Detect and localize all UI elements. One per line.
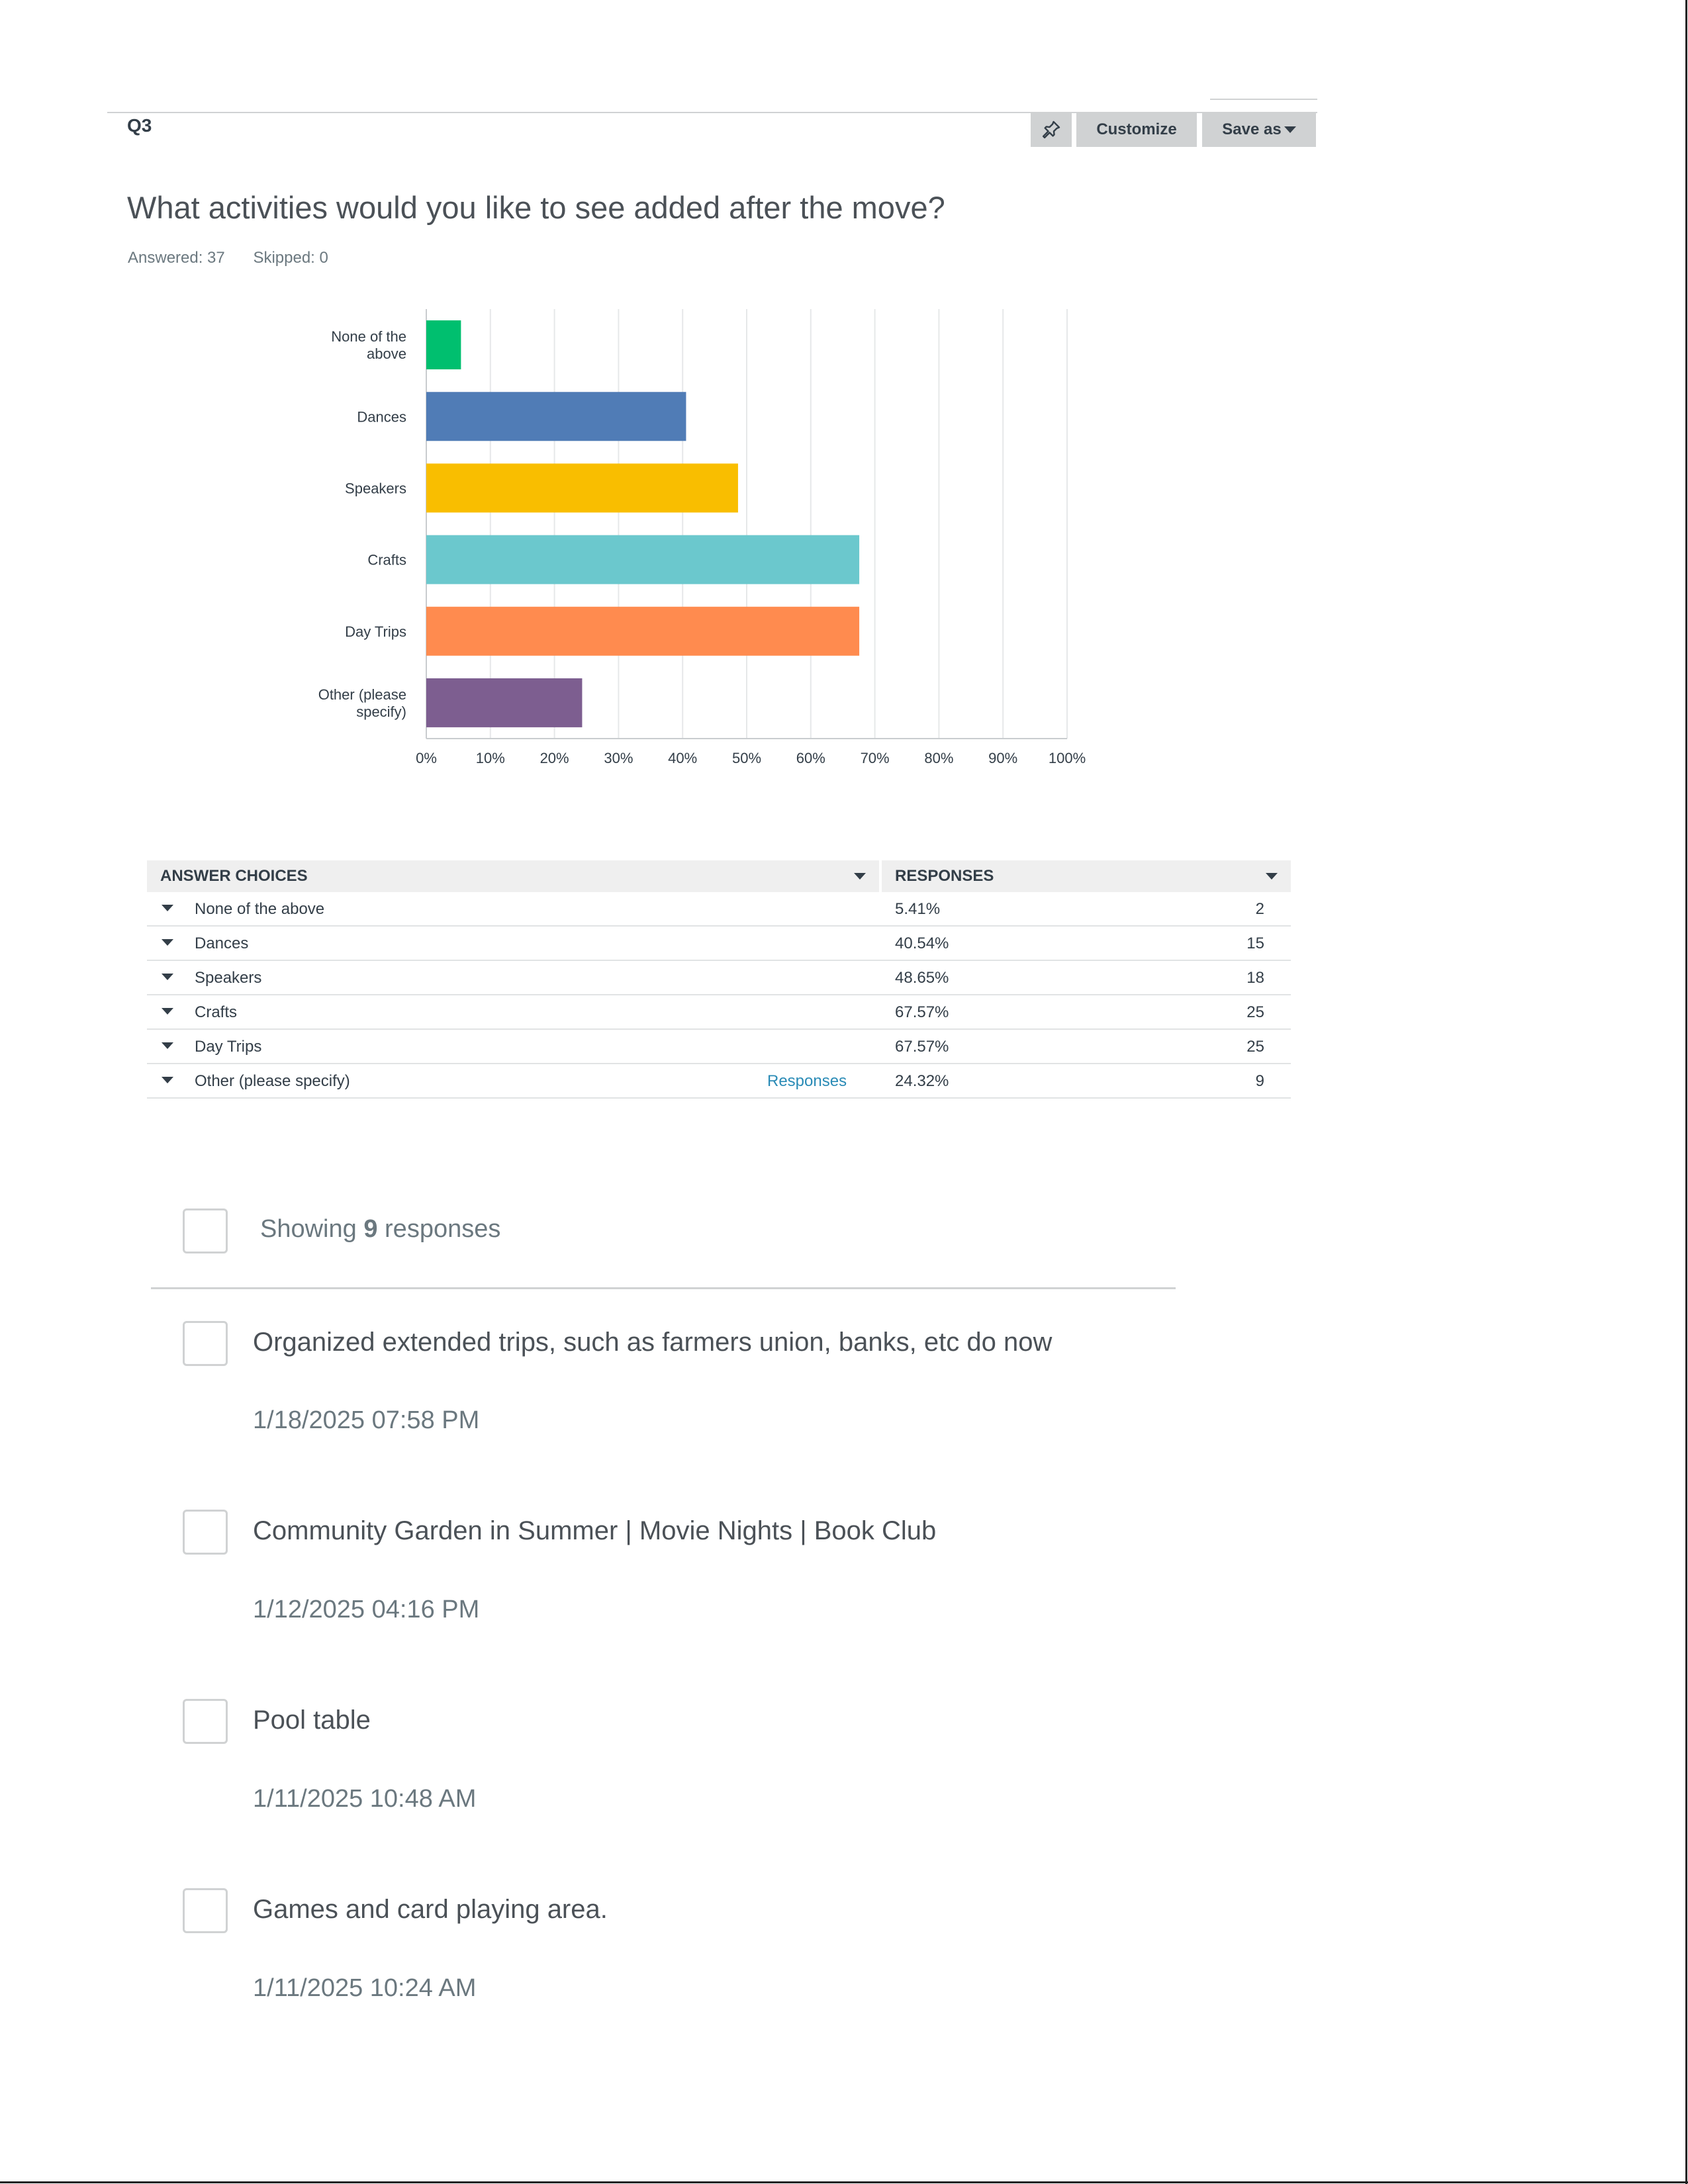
bar <box>426 535 859 584</box>
sort-caret-icon <box>1266 873 1278 880</box>
table-row <box>147 995 1291 1030</box>
x-tick-label: 70% <box>860 750 890 766</box>
expand-caret-icon[interactable] <box>162 905 173 911</box>
category-label: Speakers <box>345 480 406 497</box>
table-row <box>147 961 1291 995</box>
response-text: Organized extended trips, such as farmers union, banks, etc do now <box>253 1328 1053 1357</box>
category-label: Other (please <box>318 686 406 703</box>
category-label: specify) <box>356 703 406 720</box>
response-count: 2 <box>1255 900 1264 918</box>
select-all-checkbox[interactable] <box>183 1208 228 1253</box>
sort-caret-icon <box>854 873 866 880</box>
expand-caret-icon[interactable] <box>162 974 173 980</box>
table-header <box>147 860 1291 892</box>
answer-table <box>147 860 1291 1099</box>
responses-link[interactable]: Responses <box>767 1072 847 1090</box>
response-text: Pool table <box>253 1706 371 1735</box>
bar-chart <box>0 0 1688 794</box>
bar <box>426 678 582 727</box>
response-count: 18 <box>1246 969 1264 987</box>
x-tick-label: 60% <box>796 750 825 766</box>
response-count: 25 <box>1246 1038 1264 1056</box>
x-tick-label: 100% <box>1048 750 1086 766</box>
choice-label: Day Trips <box>195 1038 262 1056</box>
answered-count: Answered: 37 <box>128 249 225 267</box>
response-percent: 40.54% <box>895 934 949 952</box>
showing-prefix: Showing <box>260 1215 357 1243</box>
response-count: 25 <box>1246 1003 1264 1021</box>
x-tick-label: 90% <box>988 750 1018 766</box>
save-as-label: Save as <box>1222 120 1282 138</box>
choice-label: Dances <box>195 934 249 952</box>
customize-button[interactable]: Customize <box>1076 113 1197 147</box>
question-title: What activities would you like to see added after the move? <box>127 190 945 225</box>
response-text: Games and card playing area. <box>253 1895 608 1924</box>
response-percent: 67.57% <box>895 1038 949 1056</box>
choice-label: None of the above <box>195 900 325 918</box>
response-text: Community Garden in Summer | Movie Nights | Book Club <box>253 1516 937 1545</box>
expand-caret-icon[interactable] <box>162 1077 173 1083</box>
choice-label: Other (please specify) <box>195 1072 350 1090</box>
responses-divider <box>151 1287 1176 1289</box>
response-percent: 5.41% <box>895 900 941 918</box>
response-checkbox[interactable] <box>183 1888 228 1933</box>
response-percent: 24.32% <box>895 1072 949 1090</box>
response-checkbox[interactable] <box>183 1699 228 1744</box>
x-tick-label: 10% <box>475 750 505 766</box>
category-label: Crafts <box>367 551 406 569</box>
response-date: 1/12/2025 04:16 PM <box>253 1596 480 1623</box>
category-label: Day Trips <box>345 623 406 640</box>
showing-suffix: responses <box>385 1215 501 1243</box>
table-row <box>147 1064 1291 1099</box>
category-label: above <box>367 345 406 363</box>
answer-choices-header[interactable] <box>147 860 879 892</box>
x-tick-label: 80% <box>924 750 954 766</box>
response-count: 15 <box>1246 934 1264 952</box>
response-date: 1/11/2025 10:24 AM <box>253 1974 477 2002</box>
skipped-count: Skipped: 0 <box>253 249 328 267</box>
bar <box>426 320 461 369</box>
response-percent: 48.65% <box>895 969 949 987</box>
choice-label: Speakers <box>195 969 262 987</box>
bar <box>426 463 738 512</box>
x-tick-label: 0% <box>416 750 437 766</box>
category-label: Dances <box>357 408 406 426</box>
bar <box>426 607 859 656</box>
table-row <box>147 927 1291 961</box>
page-border-bottom <box>0 2181 1688 2183</box>
choice-label: Crafts <box>195 1003 238 1021</box>
table-row <box>147 1030 1291 1064</box>
answer-choices-header-label: ANSWER CHOICES <box>160 867 308 885</box>
bar <box>426 392 686 441</box>
x-tick-label: 50% <box>731 750 762 766</box>
responses-header[interactable] <box>882 860 1291 892</box>
response-date: 1/11/2025 10:48 AM <box>253 1785 477 1813</box>
expand-caret-icon[interactable] <box>162 1008 173 1015</box>
showing-responses-label <box>260 1215 500 1244</box>
response-date: 1/18/2025 07:58 PM <box>253 1406 480 1434</box>
category-label: None of the <box>331 328 406 345</box>
x-tick-label: 30% <box>604 750 633 766</box>
x-tick-label: 20% <box>539 750 569 766</box>
response-percent: 67.57% <box>895 1003 949 1021</box>
response-checkbox[interactable] <box>183 1321 228 1366</box>
expand-caret-icon[interactable] <box>162 939 173 946</box>
x-tick-label: 40% <box>668 750 698 766</box>
showing-count: 9 <box>363 1215 378 1243</box>
responses-header-label: RESPONSES <box>895 867 994 885</box>
response-checkbox[interactable] <box>183 1510 228 1555</box>
expand-caret-icon[interactable] <box>162 1042 173 1049</box>
response-count: 9 <box>1255 1072 1264 1090</box>
table-row <box>147 892 1291 927</box>
question-number: Q3 <box>127 115 152 136</box>
